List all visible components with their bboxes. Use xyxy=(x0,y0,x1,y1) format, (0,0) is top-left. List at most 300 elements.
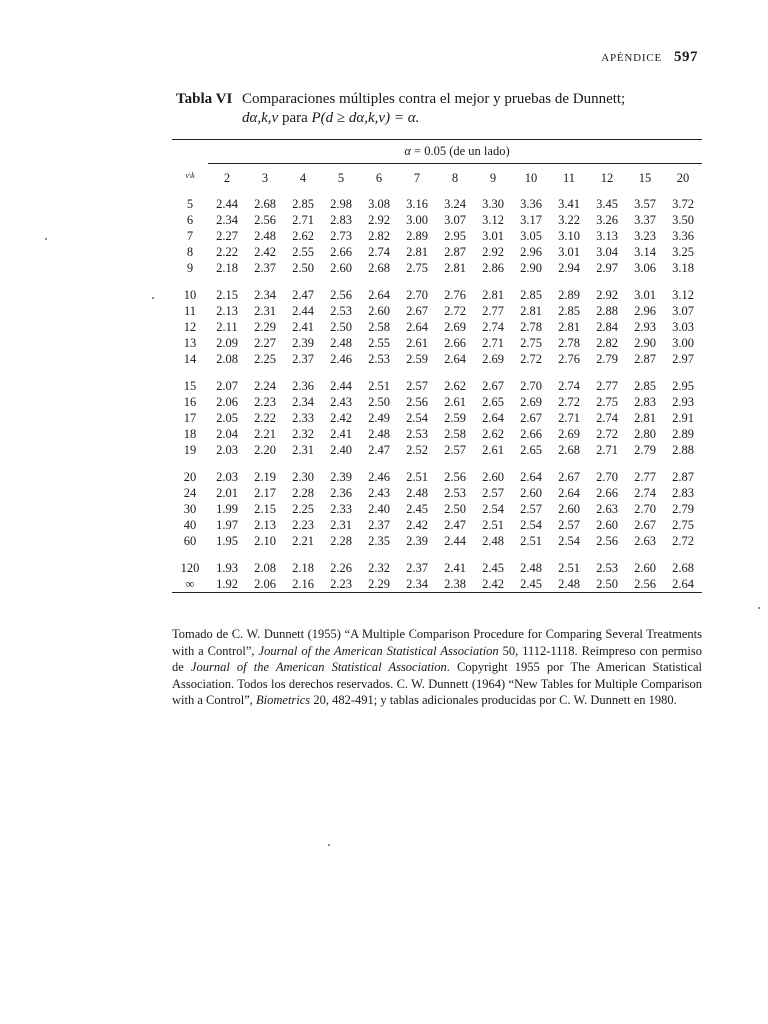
group-spacer xyxy=(172,367,702,378)
value-cell: 2.48 xyxy=(254,229,276,243)
value-cell: 2.83 xyxy=(672,486,694,500)
value-cell: 2.62 xyxy=(444,379,466,393)
value-cell: 2.54 xyxy=(558,534,580,548)
value-cell: 2.87 xyxy=(672,470,694,484)
value-cell: 2.63 xyxy=(634,534,656,548)
value-cell: 2.47 xyxy=(292,288,314,302)
value-cell: 2.72 xyxy=(558,395,580,409)
title-connector: para xyxy=(278,110,312,126)
value-cell: 2.08 xyxy=(254,561,276,575)
value-cell: 2.88 xyxy=(672,443,694,457)
value-cell: 3.37 xyxy=(634,213,656,227)
value-cell: 2.54 xyxy=(482,502,504,516)
footnote-text-1: Tomado de C. W. Dunnett (1955) “A Multiple Comparison Procedure for Comparing Several Treatments with a Control”, xyxy=(172,627,702,658)
value-cell: 2.60 xyxy=(482,470,504,484)
value-cell: 2.29 xyxy=(368,577,390,591)
table-row xyxy=(172,560,702,576)
value-cell: 2.81 xyxy=(634,411,656,425)
nu-cell: 60 xyxy=(183,534,197,548)
table-row xyxy=(172,303,702,319)
value-cell: 3.45 xyxy=(596,197,618,211)
value-cell: 2.43 xyxy=(330,395,352,409)
nu-cell: 17 xyxy=(183,411,197,425)
dunnett-table-container xyxy=(172,139,702,593)
value-cell: 2.65 xyxy=(482,395,504,409)
value-cell: 3.12 xyxy=(482,213,504,227)
nu-cell: 19 xyxy=(183,443,197,457)
footnote-text-2: 50, 1112-1118. Reimpreso con permiso de xyxy=(172,643,702,675)
k-header-cell: 11 xyxy=(562,171,576,185)
value-cell: 2.35 xyxy=(368,534,390,548)
value-cell: 1.95 xyxy=(216,534,238,548)
value-cell: 3.24 xyxy=(444,197,466,211)
value-cell: 2.92 xyxy=(482,245,504,259)
value-cell: 2.07 xyxy=(216,379,238,393)
value-cell: 2.39 xyxy=(292,336,314,350)
value-cell: 2.90 xyxy=(634,336,656,350)
footnote-journal-2: Journal of the American Statistical Association xyxy=(190,660,447,675)
value-cell: 2.24 xyxy=(254,379,276,393)
value-cell: 2.54 xyxy=(520,518,542,532)
value-cell: 2.49 xyxy=(368,411,390,425)
value-cell: 2.88 xyxy=(596,304,618,318)
value-cell: 2.56 xyxy=(444,470,466,484)
value-cell: 2.48 xyxy=(520,561,542,575)
table-label: Tabla VI xyxy=(176,91,233,107)
table-row xyxy=(172,192,702,212)
value-cell: 3.16 xyxy=(406,197,428,211)
table-bottom-rule xyxy=(172,592,702,593)
nu-cell: 14 xyxy=(183,352,197,366)
value-cell: 2.61 xyxy=(482,443,504,457)
table-row xyxy=(172,426,702,442)
value-cell: 2.76 xyxy=(444,288,466,302)
value-cell: 2.77 xyxy=(634,470,656,484)
footnote-text-4: 20, 482-491; y tablas adicionales producidas por C. W. Dunnett en 1980. xyxy=(310,693,677,708)
value-cell: 2.27 xyxy=(254,336,276,350)
value-cell: 2.42 xyxy=(482,577,504,591)
value-cell: 2.67 xyxy=(558,470,580,484)
nu-cell: 11 xyxy=(183,304,197,318)
value-cell: 2.11 xyxy=(216,320,238,334)
value-cell: 2.21 xyxy=(292,534,314,548)
value-cell: 2.36 xyxy=(292,379,314,393)
value-cell: 2.76 xyxy=(558,352,580,366)
value-cell: 2.48 xyxy=(368,427,390,441)
value-cell: 2.75 xyxy=(520,336,542,350)
group-spacer xyxy=(172,458,702,469)
table-row xyxy=(172,442,702,458)
value-cell: 2.34 xyxy=(406,577,428,591)
page-number: 597 xyxy=(674,49,698,65)
value-cell: 2.79 xyxy=(672,502,694,516)
value-cell: 2.94 xyxy=(558,261,580,275)
value-cell: 2.80 xyxy=(634,427,656,441)
value-cell: 3.13 xyxy=(596,229,618,243)
k-header-cell: 8 xyxy=(451,171,459,185)
value-cell: 2.39 xyxy=(406,534,428,548)
value-cell: 2.40 xyxy=(330,443,352,457)
nu-cell: 12 xyxy=(183,320,197,334)
dunnett-table xyxy=(172,164,702,592)
value-cell: 2.51 xyxy=(482,518,504,532)
value-cell: 2.85 xyxy=(558,304,580,318)
value-cell: 2.41 xyxy=(292,320,314,334)
value-cell: 2.42 xyxy=(254,245,276,259)
value-cell: 2.60 xyxy=(330,261,352,275)
value-cell: 2.46 xyxy=(330,352,352,366)
value-cell: 2.60 xyxy=(368,304,390,318)
value-cell: 2.47 xyxy=(368,443,390,457)
value-cell: 2.42 xyxy=(406,518,428,532)
value-cell: 2.61 xyxy=(406,336,428,350)
value-cell: 2.75 xyxy=(596,395,618,409)
k-header-cell: 6 xyxy=(375,171,383,185)
nu-cell: 16 xyxy=(183,395,197,409)
nu-cell: 7 xyxy=(186,229,194,243)
value-cell: 2.55 xyxy=(292,245,314,259)
value-cell: 2.77 xyxy=(482,304,504,318)
value-cell: 2.53 xyxy=(330,304,352,318)
value-cell: 2.19 xyxy=(254,470,276,484)
value-cell: 2.50 xyxy=(368,395,390,409)
value-cell: 2.26 xyxy=(330,561,352,575)
value-cell: 2.06 xyxy=(254,577,276,591)
group-spacer-cell xyxy=(172,367,702,378)
value-cell: 2.60 xyxy=(520,486,542,500)
value-cell: 2.62 xyxy=(292,229,314,243)
value-cell: 2.44 xyxy=(330,379,352,393)
value-cell: 2.22 xyxy=(216,245,238,259)
scan-speck xyxy=(152,297,154,299)
value-cell: 1.99 xyxy=(216,502,238,516)
value-cell: 2.72 xyxy=(672,534,694,548)
nu-cell: 8 xyxy=(186,245,194,259)
value-cell: 2.82 xyxy=(596,336,618,350)
nu-cell: 10 xyxy=(183,288,197,302)
value-cell: 2.67 xyxy=(482,379,504,393)
value-cell: 2.96 xyxy=(634,304,656,318)
header-row xyxy=(172,164,702,192)
value-cell: 2.51 xyxy=(558,561,580,575)
value-cell: 3.17 xyxy=(520,213,542,227)
value-cell: 2.36 xyxy=(330,486,352,500)
value-cell: 2.67 xyxy=(634,518,656,532)
value-cell: 2.21 xyxy=(254,427,276,441)
value-cell: 2.48 xyxy=(330,336,352,350)
value-cell: 2.31 xyxy=(254,304,276,318)
group-spacer-cell xyxy=(172,549,702,560)
value-cell: 3.00 xyxy=(406,213,428,227)
nu-cell: 20 xyxy=(183,470,197,484)
table-title-text: Comparaciones múltiples contra el mejor y pruebas de Dunnett; xyxy=(242,91,626,107)
value-cell: 2.33 xyxy=(330,502,352,516)
value-cell: 2.71 xyxy=(558,411,580,425)
table-row xyxy=(172,351,702,367)
value-cell: 3.07 xyxy=(672,304,694,318)
value-cell: 2.16 xyxy=(292,577,314,591)
value-cell: 3.01 xyxy=(482,229,504,243)
table-row xyxy=(172,410,702,426)
value-cell: 2.41 xyxy=(330,427,352,441)
value-cell: 2.81 xyxy=(482,288,504,302)
value-cell: 2.72 xyxy=(444,304,466,318)
footnote-text-3: . Copyright 1955 por The American Statistical Association. Todos los derechos reservados. C. W. Dunnett (1964) “New Tables for Multiple Comparison with a Control”, xyxy=(172,660,702,708)
value-cell: 2.25 xyxy=(254,352,276,366)
value-cell: 3.03 xyxy=(672,320,694,334)
table-row xyxy=(172,378,702,394)
value-cell: 3.36 xyxy=(672,229,694,243)
value-cell: 2.53 xyxy=(406,427,428,441)
value-cell: 2.58 xyxy=(368,320,390,334)
value-cell: 3.30 xyxy=(482,197,504,211)
value-cell: 2.64 xyxy=(406,320,428,334)
value-cell: 2.06 xyxy=(216,395,238,409)
table-row xyxy=(172,335,702,351)
value-cell: 2.50 xyxy=(596,577,618,591)
value-cell: 2.18 xyxy=(216,261,238,275)
nu-cell: 40 xyxy=(183,518,197,532)
value-cell: 2.47 xyxy=(444,518,466,532)
value-cell: 2.50 xyxy=(292,261,314,275)
value-cell: 2.78 xyxy=(558,336,580,350)
value-cell: 2.44 xyxy=(444,534,466,548)
value-cell: 2.81 xyxy=(406,245,428,259)
value-cell: 2.89 xyxy=(558,288,580,302)
value-cell: 2.45 xyxy=(406,502,428,516)
table-row xyxy=(172,533,702,549)
nu-cell: 30 xyxy=(183,502,197,516)
value-cell: 2.20 xyxy=(254,443,276,457)
value-cell: 2.64 xyxy=(558,486,580,500)
value-cell: 1.97 xyxy=(216,518,238,532)
value-cell: 2.70 xyxy=(520,379,542,393)
table-row xyxy=(172,394,702,410)
scan-speck xyxy=(758,607,760,609)
value-cell: 2.32 xyxy=(292,427,314,441)
value-cell: 2.31 xyxy=(292,443,314,457)
value-cell: 2.57 xyxy=(406,379,428,393)
table-row xyxy=(172,260,702,276)
value-cell: 2.45 xyxy=(520,577,542,591)
value-cell: 2.79 xyxy=(634,443,656,457)
value-cell: 2.42 xyxy=(330,411,352,425)
running-head xyxy=(601,49,698,66)
value-cell: 2.39 xyxy=(330,470,352,484)
value-cell: 2.32 xyxy=(368,561,390,575)
value-cell: 2.23 xyxy=(254,395,276,409)
table-row xyxy=(172,517,702,533)
value-cell: 2.08 xyxy=(216,352,238,366)
value-cell: 2.48 xyxy=(406,486,428,500)
value-cell: 2.57 xyxy=(482,486,504,500)
value-cell: 2.64 xyxy=(520,470,542,484)
value-cell: 2.77 xyxy=(596,379,618,393)
nu-cell: ∞ xyxy=(185,577,195,591)
table-body xyxy=(172,192,702,592)
k-header-cell: 9 xyxy=(489,171,497,185)
corner-label: ν\k xyxy=(185,171,195,180)
value-cell: 2.74 xyxy=(482,320,504,334)
value-cell: 2.38 xyxy=(444,577,466,591)
value-cell: 2.73 xyxy=(330,229,352,243)
k-header-cell: 2 xyxy=(223,171,231,185)
scan-speck xyxy=(45,238,47,240)
value-cell: 2.70 xyxy=(406,288,428,302)
table-row xyxy=(172,501,702,517)
value-cell: 2.74 xyxy=(634,486,656,500)
table-row xyxy=(172,469,702,485)
value-cell: 2.81 xyxy=(444,261,466,275)
value-cell: 3.01 xyxy=(558,245,580,259)
value-cell: 2.87 xyxy=(634,352,656,366)
value-cell: 2.51 xyxy=(368,379,390,393)
value-cell: 2.68 xyxy=(672,561,694,575)
value-cell: 2.87 xyxy=(444,245,466,259)
value-cell: 2.28 xyxy=(292,486,314,500)
value-cell: 2.85 xyxy=(292,197,314,211)
k-header-cell: 20 xyxy=(676,171,690,185)
value-cell: 2.60 xyxy=(634,561,656,575)
value-cell: 2.78 xyxy=(520,320,542,334)
value-cell: 3.22 xyxy=(558,213,580,227)
value-cell: 2.44 xyxy=(292,304,314,318)
table-title xyxy=(176,90,706,128)
value-cell: 2.69 xyxy=(444,320,466,334)
value-cell: 3.50 xyxy=(672,213,694,227)
alpha-symbol: α xyxy=(404,144,411,158)
value-cell: 2.59 xyxy=(444,411,466,425)
value-cell: 3.72 xyxy=(672,197,694,211)
value-cell: 2.72 xyxy=(596,427,618,441)
value-cell: 2.67 xyxy=(406,304,428,318)
value-cell: 3.57 xyxy=(634,197,656,211)
value-cell: 2.64 xyxy=(672,577,694,591)
value-cell: 2.62 xyxy=(482,427,504,441)
value-cell: 2.74 xyxy=(558,379,580,393)
value-cell: 2.65 xyxy=(520,443,542,457)
table-row xyxy=(172,228,702,244)
value-cell: 2.85 xyxy=(634,379,656,393)
value-cell: 2.68 xyxy=(368,261,390,275)
group-spacer xyxy=(172,549,702,560)
value-cell: 2.54 xyxy=(406,411,428,425)
value-cell: 2.25 xyxy=(292,502,314,516)
value-cell: 2.60 xyxy=(596,518,618,532)
value-cell: 2.50 xyxy=(444,502,466,516)
value-cell: 2.05 xyxy=(216,411,238,425)
value-cell: 2.75 xyxy=(672,518,694,532)
value-cell: 2.97 xyxy=(672,352,694,366)
value-cell: 2.90 xyxy=(520,261,542,275)
value-cell: 2.17 xyxy=(254,486,276,500)
value-cell: 2.64 xyxy=(482,411,504,425)
value-cell: 2.33 xyxy=(292,411,314,425)
group-spacer-cell xyxy=(172,458,702,469)
value-cell: 2.48 xyxy=(558,577,580,591)
value-cell: 2.57 xyxy=(520,502,542,516)
value-cell: 3.41 xyxy=(558,197,580,211)
value-cell: 2.59 xyxy=(406,352,428,366)
value-cell: 2.34 xyxy=(292,395,314,409)
value-cell: 3.12 xyxy=(672,288,694,302)
value-cell: 2.75 xyxy=(406,261,428,275)
value-cell: 2.45 xyxy=(482,561,504,575)
value-cell: 2.28 xyxy=(330,534,352,548)
value-cell: 2.53 xyxy=(368,352,390,366)
value-cell: 2.23 xyxy=(330,577,352,591)
value-cell: 3.08 xyxy=(368,197,390,211)
alpha-caption-text: = 0.05 (de un lado) xyxy=(410,144,510,158)
value-cell: 2.01 xyxy=(216,486,238,500)
value-cell: 2.82 xyxy=(368,229,390,243)
value-cell: 2.63 xyxy=(596,502,618,516)
value-cell: 2.43 xyxy=(368,486,390,500)
value-cell: 2.52 xyxy=(406,443,428,457)
value-cell: 2.13 xyxy=(216,304,238,318)
value-cell: 2.68 xyxy=(558,443,580,457)
nu-cell: 18 xyxy=(183,427,197,441)
value-cell: 2.72 xyxy=(520,352,542,366)
value-cell: 2.83 xyxy=(330,213,352,227)
table-title-line2 xyxy=(176,109,706,128)
value-cell: 3.25 xyxy=(672,245,694,259)
value-cell: 2.71 xyxy=(292,213,314,227)
table-row xyxy=(172,485,702,501)
value-cell: 2.81 xyxy=(520,304,542,318)
value-cell: 2.66 xyxy=(520,427,542,441)
value-cell: 2.56 xyxy=(406,395,428,409)
value-cell: 2.56 xyxy=(596,534,618,548)
value-cell: 3.18 xyxy=(672,261,694,275)
value-cell: 2.09 xyxy=(216,336,238,350)
value-cell: 2.79 xyxy=(596,352,618,366)
value-cell: 2.68 xyxy=(254,197,276,211)
value-cell: 2.03 xyxy=(216,443,238,457)
value-cell: 2.51 xyxy=(406,470,428,484)
table-row xyxy=(172,287,702,303)
value-cell: 2.86 xyxy=(482,261,504,275)
value-cell: 2.69 xyxy=(558,427,580,441)
value-cell: 2.48 xyxy=(482,534,504,548)
value-cell: 2.74 xyxy=(368,245,390,259)
value-cell: 2.67 xyxy=(520,411,542,425)
value-cell: 2.53 xyxy=(596,561,618,575)
value-cell: 2.69 xyxy=(520,395,542,409)
corner-cell xyxy=(172,164,208,192)
table-title-line1 xyxy=(176,90,706,109)
nu-cell: 6 xyxy=(186,213,194,227)
value-cell: 3.26 xyxy=(596,213,618,227)
value-cell: 3.14 xyxy=(634,245,656,259)
footnote-journal-1: Journal of the American Statistical Association xyxy=(258,643,499,658)
value-cell: 2.15 xyxy=(216,288,238,302)
value-cell: 2.66 xyxy=(444,336,466,350)
value-cell: 2.58 xyxy=(444,427,466,441)
value-cell: 2.55 xyxy=(368,336,390,350)
nu-cell: 120 xyxy=(180,561,200,575)
value-cell: 2.96 xyxy=(520,245,542,259)
table-row xyxy=(172,576,702,592)
value-cell: 2.40 xyxy=(368,502,390,516)
value-cell: 2.92 xyxy=(368,213,390,227)
value-cell: 2.44 xyxy=(216,197,238,211)
running-head-section: APÉNDICE xyxy=(601,52,662,64)
k-header-cell: 3 xyxy=(261,171,269,185)
alpha-caption xyxy=(192,140,722,163)
value-cell: 2.56 xyxy=(254,213,276,227)
value-cell: 2.92 xyxy=(596,288,618,302)
